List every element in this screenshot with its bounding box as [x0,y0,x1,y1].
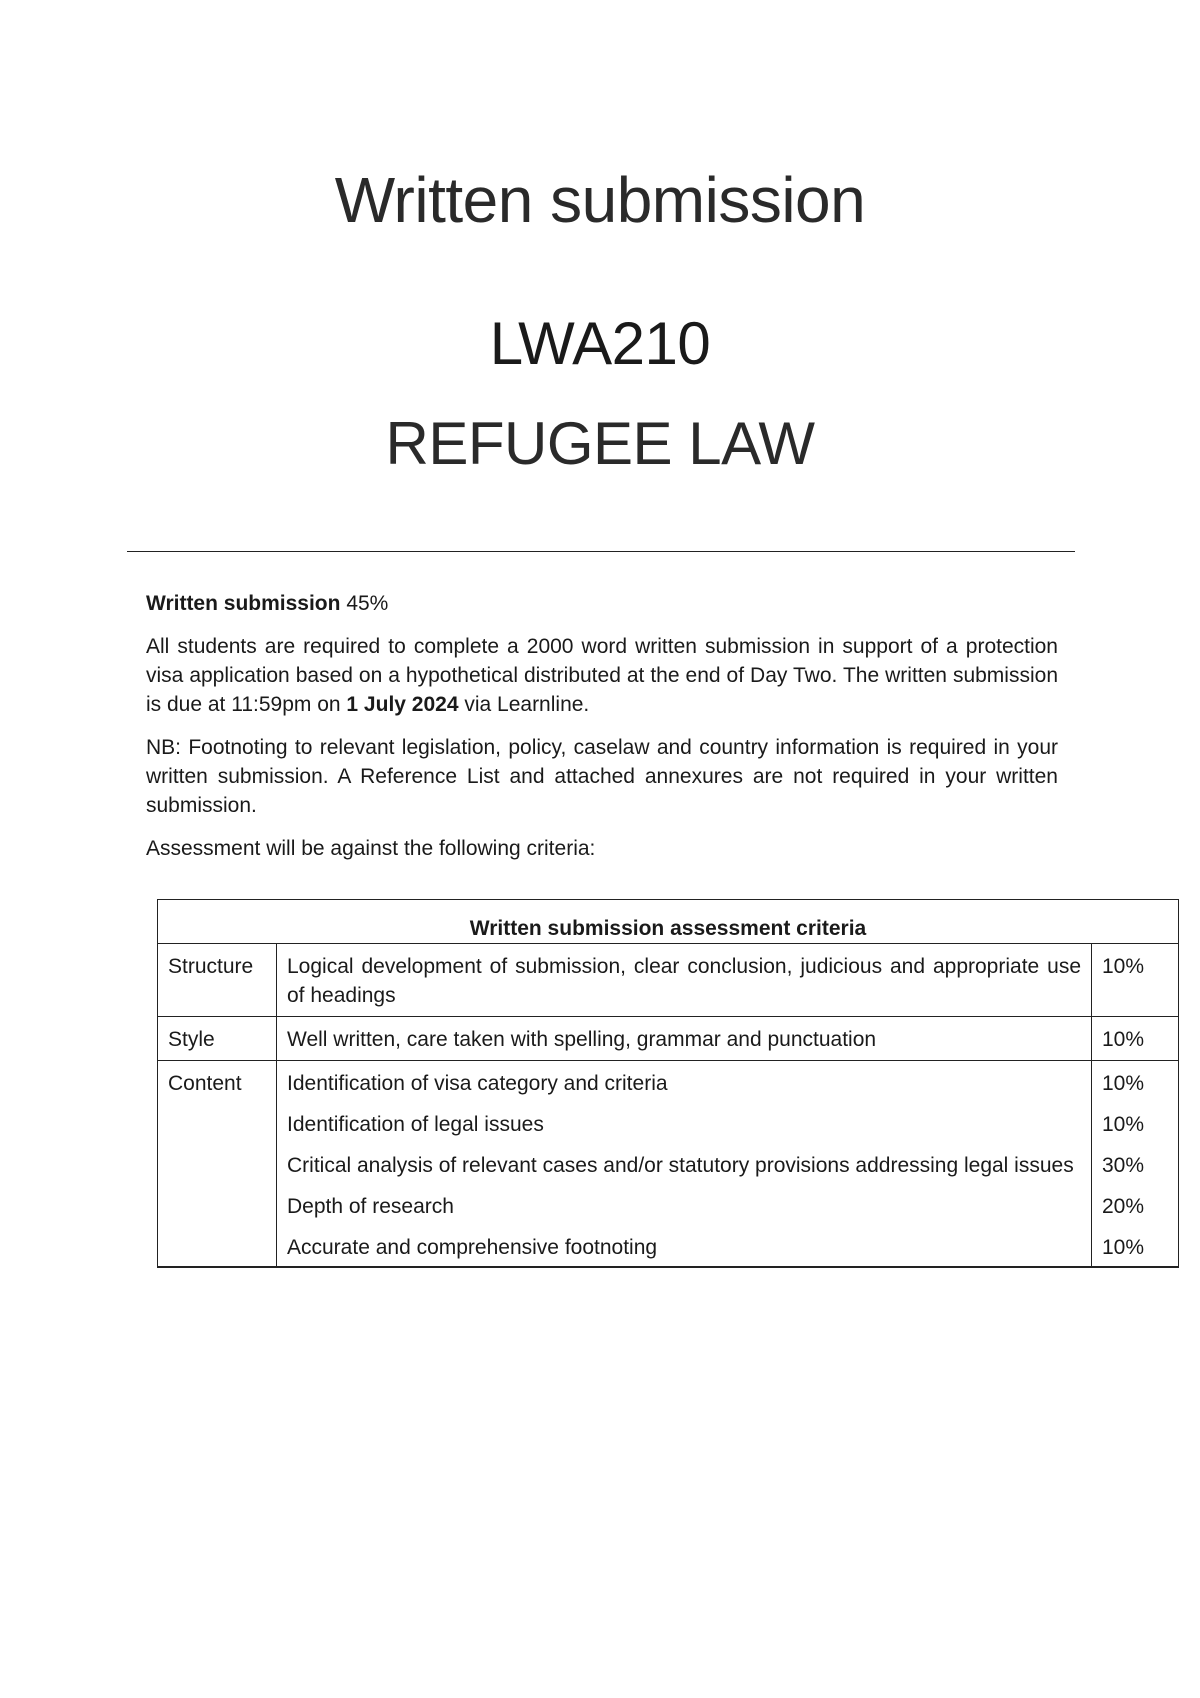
description-text-part2: via Learnline. [458,693,590,716]
category-cell: Content [158,1061,277,1103]
horizontal-divider [127,551,1075,552]
weight-cell: 10% [1092,1102,1179,1143]
document-title: Written submission [334,164,866,236]
criterion-cell: Critical analysis of relevant cases and/or statutory provisions addressing legal issues [277,1143,1092,1184]
table-row [158,1184,1179,1225]
weight-cell: 30% [1092,1143,1179,1184]
category-cell [158,1143,277,1184]
table-row [158,1225,1179,1267]
category-cell: Structure [158,944,277,1017]
criteria-intro: Assessment will be against the following criteria: [146,837,596,860]
criterion-cell: Logical development of submission, clear conclusion, judicious and appropriate use of headings [277,944,1092,1017]
table-row [158,1143,1179,1184]
table-row [158,944,1179,1017]
category-cell: Style [158,1017,277,1061]
assessment-weight: 45% [346,592,389,615]
course-name: REFUGEE LAW [385,410,815,477]
category-cell [158,1184,277,1225]
criterion-cell: Identification of visa category and criteria [277,1061,1092,1103]
category-cell [158,1102,277,1143]
weight-cell: 10% [1092,944,1179,1017]
assessment-description [146,632,1058,719]
table-row [158,1061,1179,1103]
criterion-cell: Depth of research [277,1184,1092,1225]
course-code: LWA210 [489,310,711,377]
table-header: Written submission assessment criteria [158,900,1179,944]
criterion-cell: Accurate and comprehensive footnoting [277,1225,1092,1267]
weight-cell: 20% [1092,1184,1179,1225]
weight-cell: 10% [1092,1061,1179,1103]
criterion-cell: Well written, care taken with spelling, grammar and punctuation [277,1017,1092,1061]
footnoting-note: NB: Footnoting to relevant legislation, policy, caselaw and country information is required in your written submission. A Reference List and attached annexures are not required in your written submission. [146,736,1058,817]
weight-cell: 10% [1092,1225,1179,1267]
assessment-heading-line [146,589,1058,618]
criteria-table [157,899,1179,1268]
due-date: 1 July 2024 [346,693,459,716]
weight-cell: 10% [1092,1017,1179,1061]
table-row [158,1017,1179,1061]
table-header-row [158,900,1179,944]
assessment-heading: Written submission [146,592,341,615]
table-row [158,1102,1179,1143]
category-cell [158,1225,277,1267]
description-text-part1: All students are required to complete a 2000 word written submission in support of a protection visa application based on a hypothetical distributed at the end of Day Two. The written submission is due at 11:59pm on [146,635,1058,716]
criterion-cell: Identification of legal issues [277,1102,1092,1143]
